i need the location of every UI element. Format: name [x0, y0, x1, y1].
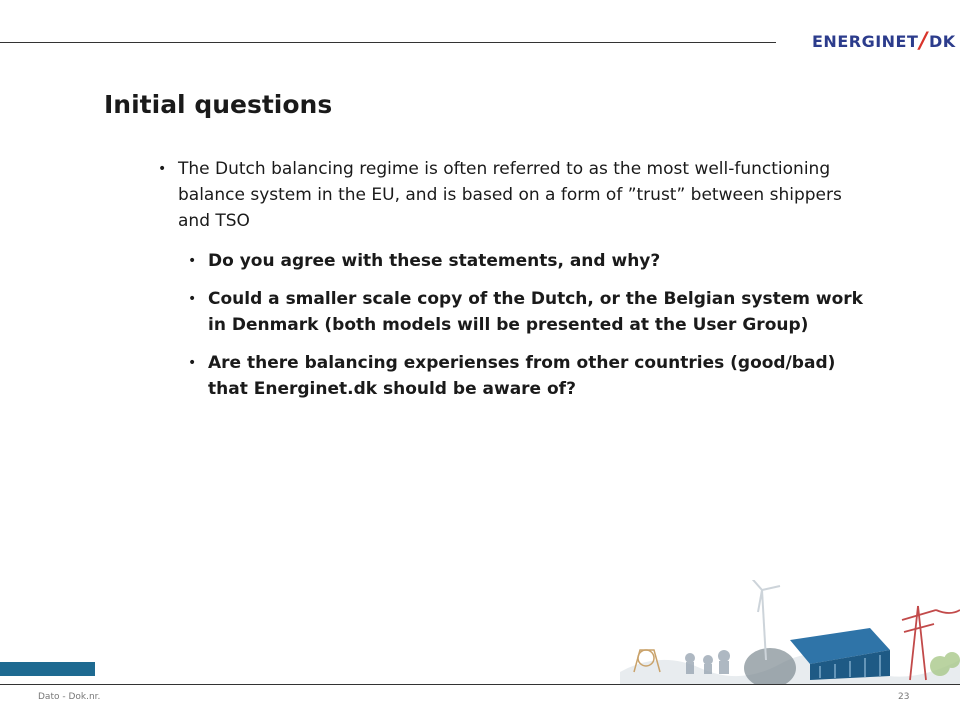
sub-bullet-text: Do you agree with these statements, and why?	[208, 251, 661, 271]
energinet-logo	[812, 28, 956, 54]
sub-bullet-text: Could a smaller scale copy of the Dutch, or the Belgian system work in Denmark (both models will be presented at the User Group)	[208, 289, 863, 335]
wind-turbine-icon	[748, 580, 780, 660]
top-rule	[0, 42, 776, 43]
sub-bullet-item	[188, 286, 878, 338]
bullet-dot-icon: •	[188, 253, 197, 269]
sub-bullet-text: Are there balancing experienses from other countries (good/bad) that Energinet.dk should be aware of?	[208, 353, 836, 399]
slide-content	[158, 156, 878, 414]
sub-bullet-item	[188, 350, 878, 402]
logo-text-left: ENERGINET	[812, 31, 919, 51]
page-number: 23	[898, 692, 910, 702]
logo-slash-icon: /	[919, 28, 928, 54]
slide-title: Initial questions	[104, 90, 333, 119]
sub-bullet-item	[188, 248, 878, 274]
bottom-rule	[0, 684, 960, 685]
bullet-dot-icon: •	[188, 355, 197, 371]
bullet-item	[158, 156, 878, 234]
logo-text-right: DK	[928, 31, 956, 51]
bullet-dot-icon: •	[158, 161, 167, 177]
bullet-dot-icon: •	[188, 291, 197, 307]
sub-bullet-list	[188, 248, 878, 402]
footer-accent-bar	[0, 662, 95, 676]
footer-date-docnr: Dato - Dok.nr.	[38, 692, 101, 702]
bullet-text: The Dutch balancing regime is often referred to as the most well-functioning balance system in the EU, and is based on a form of ”trust” between shippers and TSO	[178, 159, 842, 231]
energy-landscape-illustration	[620, 580, 960, 684]
